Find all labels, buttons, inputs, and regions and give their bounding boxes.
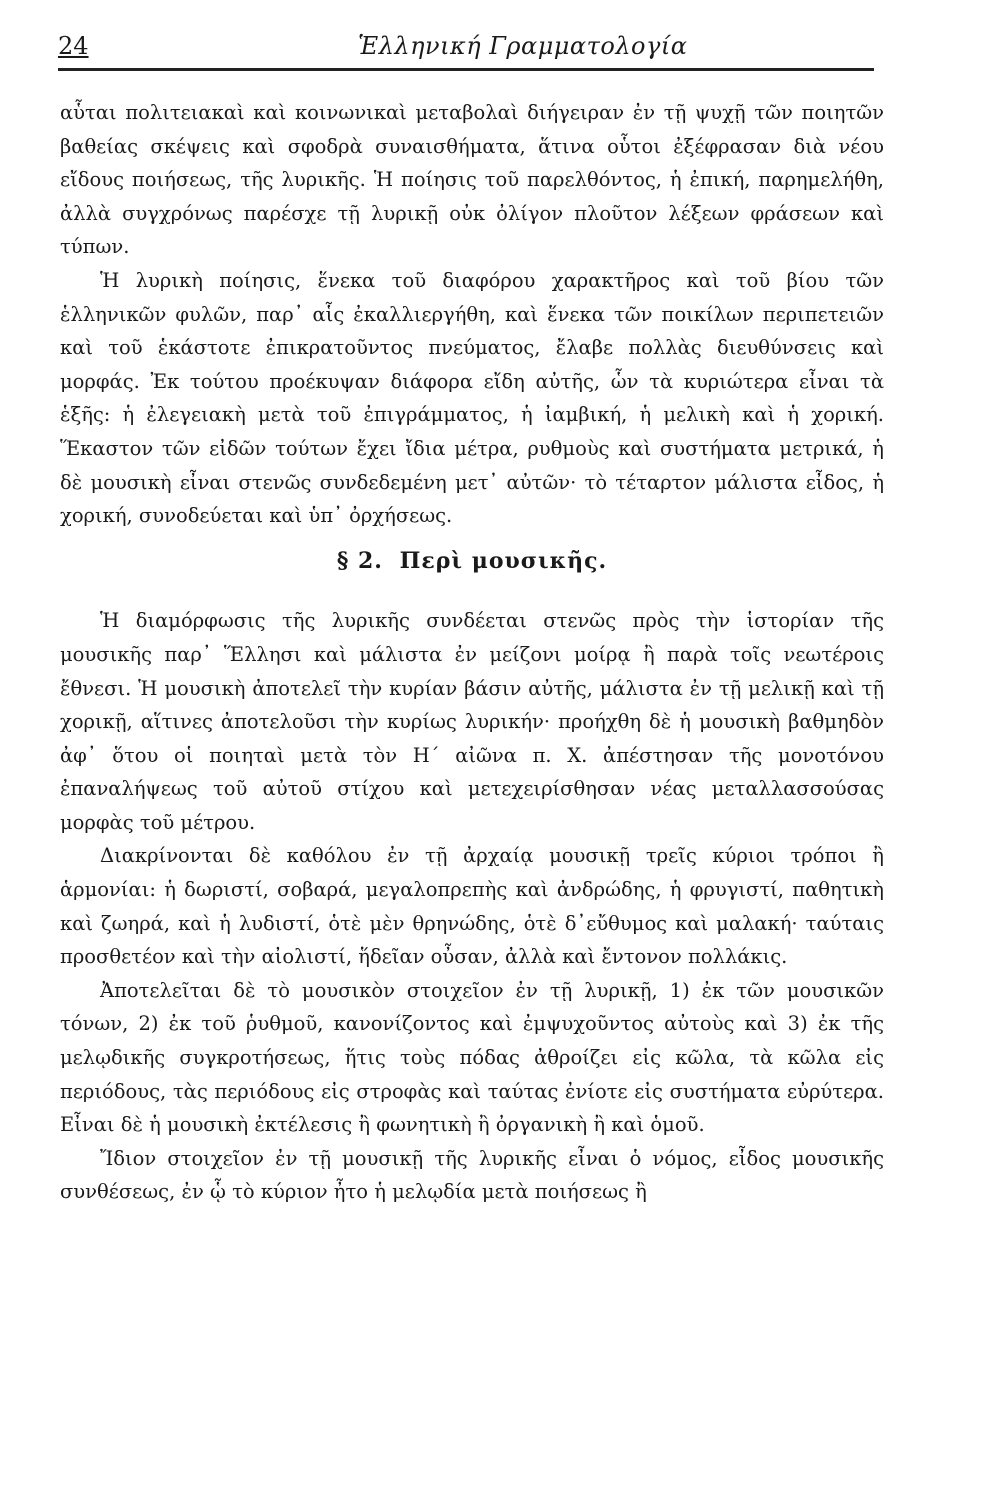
- header-rule: [58, 68, 874, 71]
- paragraph: αὗται πολιτειακαὶ καὶ κοινωνικαὶ μεταβολαὶ διήγειραν ἐν τῇ ψυχῇ τῶν ποιητῶν βαθείας σκέψεις καὶ σφοδρὰ συναισθήματα, ἅτινα οὗτοι ἐξέφρασαν διὰ νέου εἴδους ποιήσεως, τῆς λυρικῆς. Ἡ ποίησις τοῦ παρελθόντος, ἡ ἐπική, παρημελήθη, ἀλλὰ συγχρόνως παρέσχε τῇ λυρικῇ οὐκ ὀλίγον πλοῦτον λέξεων φράσεων καὶ τύπων.: [60, 101, 884, 259]
- paragraph: Ἴδιον στοιχεῖον ἐν τῇ μουσικῇ τῆς λυρικῆς εἶναι ὁ νόμος, εἶδος μουσικῆς συνθέσεως, ἐν ᾧ τὸ κύριον ἦτο ἡ μελῳδία μετὰ ποιήσεως ἢ: [60, 1146, 884, 1204]
- page-header: [58, 30, 872, 66]
- page-number: 24: [58, 32, 89, 60]
- paragraph: Ἀποτελεῖται δὲ τὸ μουσικὸν στοιχεῖον ἐν τῇ λυρικῇ, 1) ἐκ τῶν μουσικῶν τόνων, 2) ἐκ τοῦ ῥυθμοῦ, κανονίζοντος καὶ ἐμψυχοῦντος αὐτοὺς καὶ 3) ἐκ τῆς μελῳδικῆς συγκροτήσεως, ἥτις τοὺς πόδας ἀθροίζει εἰς κῶλα, τὰ κῶλα εἰς περιόδους, τὰς περιόδους εἰς στροφὰς καὶ ταύτας ἐνίοτε εἰς συστήματα εὐρύτερα. Εἶναι δὲ ἡ μουσικὴ ἐκτέλεσις ἢ φωνητικὴ ἢ ὀργανικὴ ἢ καὶ ὁμοῦ.: [60, 978, 884, 1137]
- section-title: Περὶ μουσικῆς.: [399, 547, 608, 574]
- section-number: § 2.: [336, 547, 383, 574]
- paragraph: Ἡ διαμόρφωσις τῆς λυρικῆς συνδέεται στενῶς πρὸς τὴν ἱστορίαν τῆς μουσικῆς παρ᾽ Ἕλλησι καὶ μάλιστα ἐν μείζονι μοίρᾳ ἢ παρὰ τοῖς νεωτέροις ἔθνεσι. Ἡ μουσικὴ ἀποτελεῖ τὴν κυρίαν βάσιν αὐτῆς, μάλιστα ἐν τῇ μελικῇ καὶ τῇ χορικῇ, αἵτινες ἀποτελοῦσι τὴν κυρίως λυρικήν· προήχθη δὲ ἡ μουσικὴ βαθμηδὸν ἀφ᾽ ὅτου οἱ ποιηταὶ μετὰ τὸν Η´ αἰῶνα π. Χ. ἀπέστησαν τῆς μονοτόνου ἐπαναλήψεως τοῦ αὐτοῦ στίχου καὶ μετεχειρίσθησαν νέας μεταλλασσούσας μορφὰς τοῦ μέτρου.: [60, 609, 884, 834]
- paragraph: Διακρίνονται δὲ καθόλου ἐν τῇ ἀρχαίᾳ μουσικῇ τρεῖς κύριοι τρόποι ἢ ἁρμονίαι: ἡ δωριστί, σοβαρά, μεγαλοπρεπὴς καὶ ἀνδρώδης, ἡ φρυγιστί, παθητικὴ καὶ ζωηρά, καὶ ἡ λυδιστί, ὁτὲ μὲν θρηνώδης, ὁτὲ δ᾽εὔθυμος καὶ μαλακή· ταύταις προσθετέον καὶ τὴν αἰολιστί, ἥδεῖαν οὖσαν, ἀλλὰ καὶ ἔντονον πολλάκις.: [60, 844, 884, 969]
- paragraph: Ἡ λυρικὴ ποίησις, ἕνεκα τοῦ διαφόρου χαρακτῆρος καὶ τοῦ βίου τῶν ἑλληνικῶν φυλῶν, παρ᾽ αἷς ἐκαλλιεργήθη, καὶ ἕνεκα τῶν ποικίλων περιπετειῶν καὶ τοῦ ἑκάστοτε ἐπικρατοῦντος πνεύματος, ἔλαβε πολλὰς διευθύνσεις καὶ μορφάς. Ἐκ τούτου προέκυψαν διάφορα εἴδη αὐτῆς, ὧν τὰ κυριώτερα εἶναι τὰ ἑξῆς: ἡ ἐλεγειακὴ μετὰ τοῦ ἐπιγράμματος, ἡ ἰαμβική, ἡ μελικὴ καὶ ἡ χορική. Ἕκαστον τῶν εἰδῶν τούτων ἔχει ἴδια μέτρα, ρυθμοὺς καὶ συστήματα μετρικά, ἡ δὲ μουσικὴ εἶναι στενῶς συνδεδεμένη μετ᾽ αὐτῶν· τὸ τέταρτον μάλιστα εἶδος, ἡ χορική, συνοδεύεται καὶ ὑπ᾽ ὀρχήσεως.: [60, 268, 884, 528]
- running-title: Ἑλληνική Γραμματολογία: [358, 32, 688, 60]
- section-heading: [60, 545, 884, 579]
- page-body: [60, 96, 884, 1209]
